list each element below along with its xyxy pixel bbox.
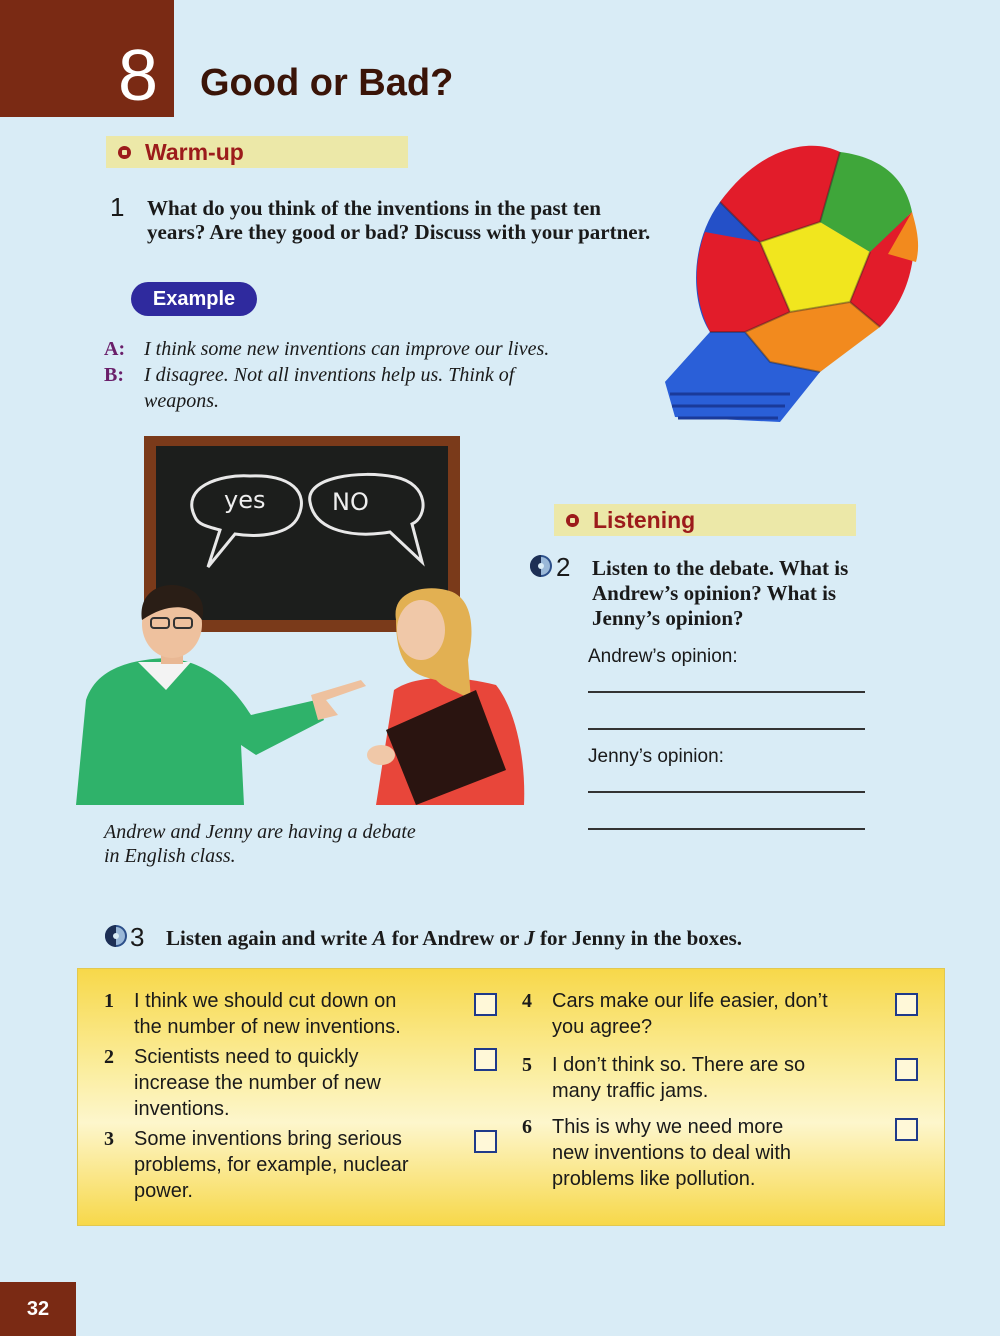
statement-text: new inventions to deal with [552,1142,792,1164]
speech-bubbles-icon [180,462,430,582]
andrew-answer-line-1[interactable] [588,691,865,693]
dialogue-line-b [104,362,644,388]
question-1-line: What do you think of the inventions in the past ten [147,196,601,220]
statement-number: 1 [104,990,114,1012]
question-3-number: 3 [130,922,145,952]
question-3-segment: for Jenny in the boxes. [534,926,742,950]
question-2-line: Andrew’s opinion? What is [592,581,837,605]
question-3-text [166,926,926,950]
unit-number: 8 [118,36,159,116]
statement-text: Some inventions bring serious [134,1128,402,1150]
caption-line: in English class. [104,845,236,867]
answer-box-3[interactable] [474,1130,497,1153]
statement-text: many traffic jams. [552,1080,709,1102]
jenny-opinion-label: Jenny’s opinion: [588,746,724,767]
andrew-opinion-label: Andrew’s opinion: [588,646,738,667]
illustration-caption [104,820,524,868]
statement-text: power. [134,1180,193,1202]
andrew-answer-line-2[interactable] [588,728,865,730]
statement-number: 6 [522,1116,532,1138]
question-3-letter-j: J [524,926,535,950]
board-yes-text: yes [224,486,266,514]
cd-audio-icon[interactable] [529,554,553,578]
question-1-line: years? Are they good or bad? Discuss with your partner. [147,220,651,244]
statement-text: I don’t think so. There are so [552,1054,806,1076]
statement-text: inventions. [134,1098,230,1120]
speaker-b: B: [104,364,124,386]
statement-item-2 [104,1044,454,1122]
statement-number: 4 [522,990,532,1012]
statement-text: I think we should cut down on [134,990,397,1012]
statement-item-3 [104,1126,454,1204]
statement-number: 5 [522,1054,532,1076]
statement-number: 2 [104,1046,114,1068]
question-2-number: 2 [556,552,571,582]
jenny-answer-line-2[interactable] [588,828,865,830]
unit-title: Good or Bad? [200,62,454,104]
puzzle-lightbulb-icon [650,132,920,432]
question-3-letter-a: A [372,926,387,950]
statement-text: you agree? [552,1016,653,1038]
question-1-text [147,196,707,244]
statement-text: problems like pollution. [552,1168,756,1190]
answer-box-2[interactable] [474,1048,497,1071]
dialogue-text: weapons. [144,390,219,412]
board-no-text: NO [332,488,369,516]
answer-box-4[interactable] [895,993,918,1016]
dialogue-text: I disagree. Not all inventions help us. Think of [144,364,515,386]
warmup-section-bar [106,136,408,168]
listening-section-bar [554,504,856,536]
statement-text: increase the number of new [134,1072,381,1094]
statement-item-6 [522,1114,878,1192]
statement-text: problems, for example, nuclear [134,1154,409,1176]
listening-label: Listening [593,506,696,533]
caption-line: Andrew and Jenny are having a debate [104,821,416,843]
dialogue-line-a [104,336,644,362]
question-3-segment: for Andrew or [386,926,525,950]
warmup-label: Warm-up [145,138,244,165]
answer-box-5[interactable] [895,1058,918,1081]
question-1-number: 1 [110,192,125,222]
statement-number: 3 [104,1128,114,1150]
jenny-answer-line-1[interactable] [588,791,865,793]
statement-item-4 [522,988,878,1040]
statement-text: the number of new inventions. [134,1016,401,1038]
dialogue-line-b-cont [104,388,644,414]
answer-box-6[interactable] [895,1118,918,1141]
dialogue-text: I think some new inventions can improve our lives. [144,338,550,360]
cd-audio-icon[interactable] [104,924,128,948]
statement-item-5 [522,1052,878,1104]
speaker-a: A: [104,338,126,360]
page-number: 32 [0,1282,76,1336]
example-dialogue [104,336,644,414]
statement-text: Cars make our life easier, don’t [552,990,828,1012]
answer-box-1[interactable] [474,993,497,1016]
example-pill: Example [131,282,257,316]
section-bullet-icon [118,146,131,159]
question-3-segment: Listen again and write [166,926,373,950]
question-2-text [592,556,932,631]
question-2-line: Jenny’s opinion? [592,606,744,630]
statement-text: Scientists need to quickly [134,1046,359,1068]
section-bullet-icon [566,514,579,527]
statement-text: This is why we need more [552,1116,784,1138]
question-2-line: Listen to the debate. What is [592,556,849,580]
statement-item-1 [104,988,454,1040]
students-illustration [76,580,536,805]
